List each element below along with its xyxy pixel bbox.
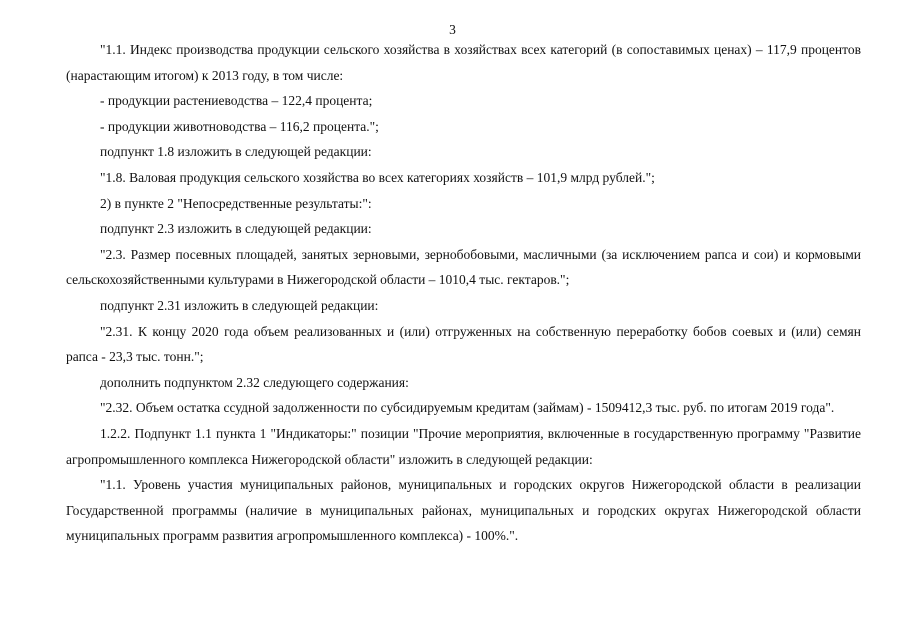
paragraph-2-3-sown-area: "2.3. Размер посевных площадей, занятых зерновыми, зернобобовыми, масличными (за исключением рапса и сои) и кормовыми сельскохозяйственными культурами в Нижегородской области – 1010,4 тыс. гектаров."; <box>66 246 861 288</box>
paragraph-1-1-index: "1.1. Индекс производства продукции сельского хозяйства в хозяйствах всех категорий (в сопоставимых ценах) – 117,9 процентов (нарастающим итогом) к 2013 году, в том числе: <box>66 42 861 83</box>
page-number: 3 <box>449 22 456 37</box>
paragraph-add-2-32-intro: дополнить подпунктом 2.32 следующего содержания: <box>100 374 409 390</box>
paragraph-subclause-1-8-intro: подпункт 1.8 изложить в следующей редакции: <box>100 144 372 160</box>
paragraph-crop-production: - продукции растениеводства – 122,4 процента; <box>100 93 373 109</box>
paragraph-1-8-gross-output: "1.8. Валовая продукция сельского хозяйства во всех категориях хозяйств – 101,9 млрд рублей."; <box>100 169 655 185</box>
paragraph-1-1-municipal-participation: "1.1. Уровень участия муниципальных районов, муниципальных и городских округов Нижегородской области в реализации Государственной программы (наличие в муниципальных районах, муниципальных и городских округах Нижегородской области муниципальных программ развития агропромышленного комплекса) - 100%.". <box>66 477 861 544</box>
paragraph-livestock-production: - продукции животноводства – 116,2 процента."; <box>100 118 379 134</box>
paragraph-subclause-2-3-intro: подпункт 2.3 изложить в следующей редакции: <box>100 221 372 237</box>
paragraph-subclause-2-31-intro: подпункт 2.31 изложить в следующей редакции: <box>100 297 379 313</box>
paragraph-2-32-loan-balance: "2.32. Объем остатка ссудной задолженности по субсидируемым кредитам (займам) - 1509412,3 тыс. руб. по итогам 2019 года". <box>100 400 835 416</box>
document-body <box>66 37 861 549</box>
paragraph-point-2-heading: 2) в пункте 2 "Непосредственные результаты:": <box>100 195 372 211</box>
paragraph-1-2-2-indicators: 1.2.2. Подпункт 1.1 пункта 1 "Индикаторы:" позиции "Прочие мероприятия, включенные в государственную программу "Развитие агропромышленного комплекса Нижегородской области" изложить в следующей редакции: <box>66 425 861 467</box>
paragraph-2-31-soy-rapeseed: "2.31. К концу 2020 года объем реализованных и (или) отгруженных на собственную переработку бобов соевых и (или) семян рапса - 23,3 тыс. тонн."; <box>66 323 861 365</box>
